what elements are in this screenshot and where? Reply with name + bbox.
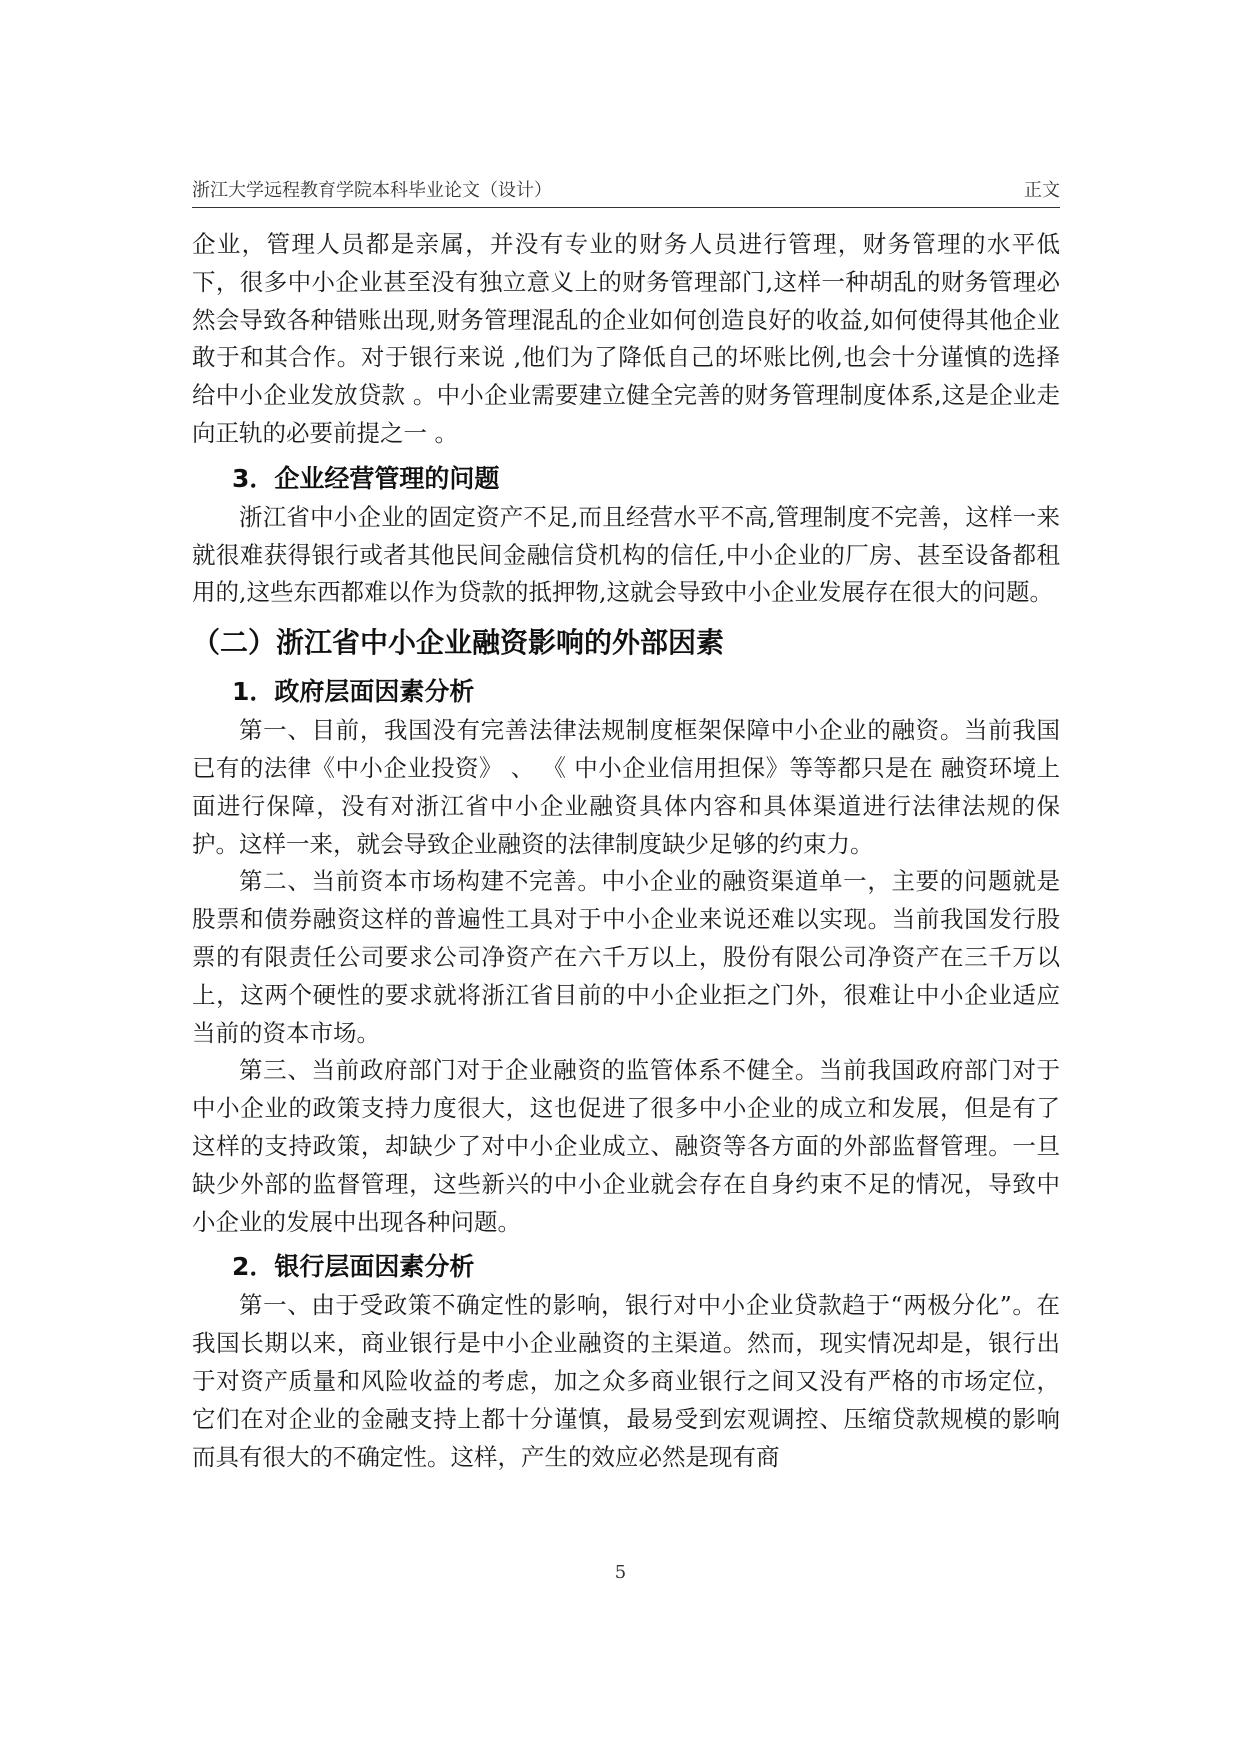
paragraph-legal-framework: 第一、目前，我国没有完善法律法规制度框架保障中小企业的融资。当前我国已有的法律《中小企业投资》 、 《 中小企业信用担保》等等都只是在 融资环境上面进行保障，没有对浙江省中小企业融资具体内容和具体渠道进行法律法规的保护。这样一来，就会导致企业融资的法律制度缺少足够的约束力。 bbox=[192, 716, 1060, 858]
page-number: 5 bbox=[614, 1562, 627, 1583]
header-section: 正文 bbox=[1024, 180, 1060, 201]
paragraph-supervision: 第三、当前政府部门对于企业融资的监管体系不健全。当前我国政府部门对于中小企业的政策支持力度很大，这也促进了很多中小企业的成立和发展，但是有了这样的支持政策，却缺少了对中小企业成立、融资等各方面的外部监督管理。一旦缺少外部的监督管理，这些新兴的中小企业就会存在自身约束不足的情况，导致中小企业的发展中出现各种问题。 bbox=[192, 1056, 1060, 1236]
body-text bbox=[192, 226, 1060, 1476]
heading-bank-factors: 2．银行层面因素分析 bbox=[232, 1252, 475, 1282]
heading-business-management: 3．企业经营管理的问题 bbox=[232, 463, 500, 493]
paragraph-capital-market: 第二、当前资本市场构建不完善。中小企业的融资渠道单一，主要的问题就是股票和债券融资这样的普遍性工具对于中小企业来说还难以实现。当前我国发行股票的有限责任公司要求公司净资产在六千万以上，股份有限公司净资产在三千万以上，这两个硬性的要求就将浙江省目前的中小企业拒之门外，很难让中小企业适应当前的资本市场。 bbox=[192, 867, 1060, 1047]
heading-government-factors: 1．政府层面因素分析 bbox=[232, 677, 475, 707]
heading-external-factors: （二）浙江省中小企业融资影响的外部因素 bbox=[192, 626, 725, 660]
paragraph-bank-lending: 第一、由于受政策不确定性的影响，银行对中小企业贷款趋于“两极分化”。在我国长期以来，商业银行是中小企业融资的主渠道。然而，现实情况却是，银行出于对资产质量和风险收益的考虑，加之众多商业银行之间又没有严格的市场定位，它们在对企业的金融支持上都十分谨慎，最易受到宏观调控、压缩贷款规模的影响而具有很大的不确定性。这样，产生的效应必然是现有商 bbox=[192, 1291, 1060, 1471]
header-rule bbox=[192, 207, 1060, 208]
header-title: 浙江大学远程教育学院本科毕业论文（设计） bbox=[192, 180, 552, 201]
paragraph-financial-management: 企业，管理人员都是亲属，并没有专业的财务人员进行管理，财务管理的水平低下，很多中小企业甚至没有独立意义上的财务管理部门,这样一种胡乱的财务管理必然会导致各种错账出现,财务管理混乱的企业如何创造良好的收益,如何使得其他企业敢于和其合作。对于银行来说 ,他们为了降低自己的坏账比例,也会十分谨慎的选择给中小企业发放贷款 。中小企业需要建立健全完善的财务管理制度体系,这是企业走向正轨的必要前提之一 。 bbox=[192, 230, 1060, 447]
running-header bbox=[192, 176, 1060, 206]
paragraph-fixed-assets: 浙江省中小企业的固定资产不足,而且经营水平不高,管理制度不完善，这样一来就很难获得银行或者其他民间金融信贷机构的信任,中小企业的厂房、甚至设备都租用的,这些东西都难以作为贷款的抵押物,这就会导致中小企业发展存在很大的问题。 bbox=[192, 502, 1060, 607]
